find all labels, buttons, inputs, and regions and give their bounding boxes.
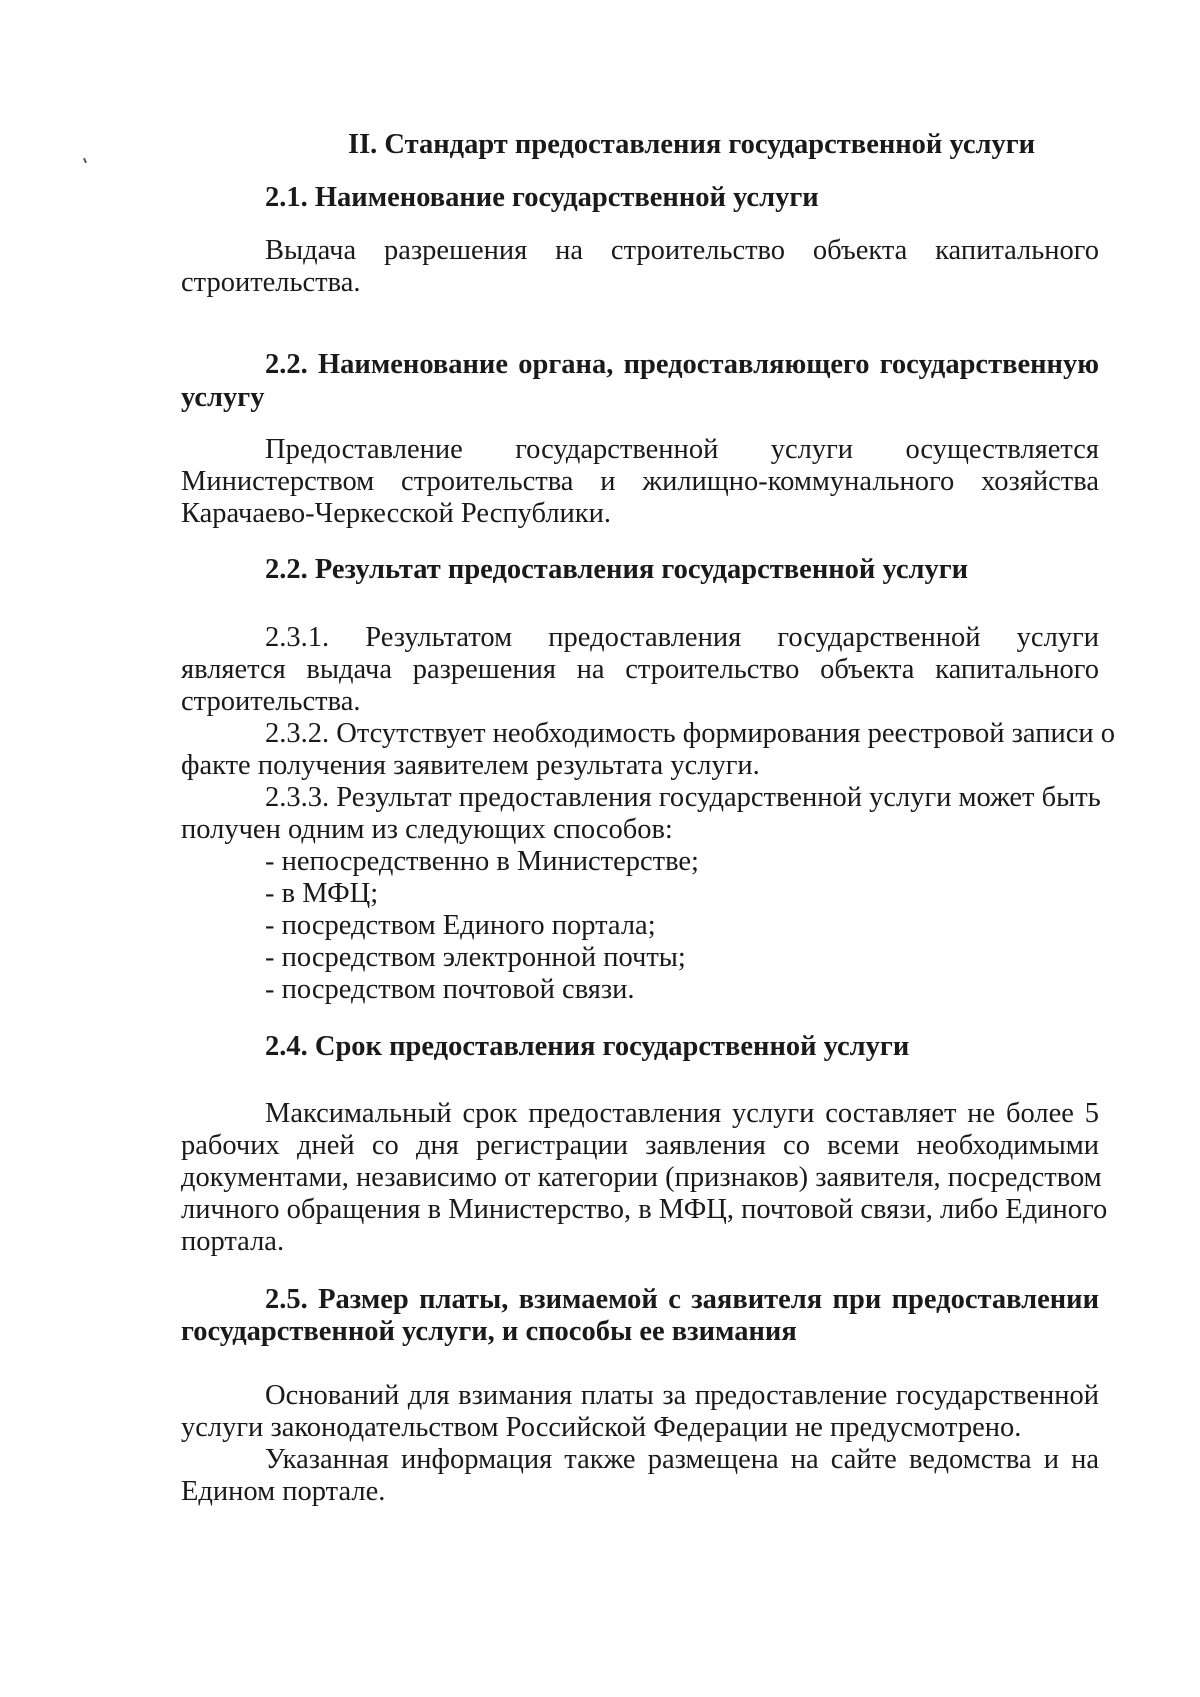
- paragraph-line: портала.: [181, 1226, 285, 1257]
- list-item: - в МФЦ;: [265, 878, 379, 909]
- paragraph-line: Максимальный срок предоставления услуги составляет не более 5: [265, 1098, 1099, 1129]
- heading-2-5: 2.5. Размер платы, взимаемой с заявителя при предоставлении: [265, 1284, 1099, 1315]
- section-title: II. Стандарт предоставления государственной услуги: [348, 129, 1036, 160]
- paragraph-line: Выдача разрешения на строительство объекта капитального: [265, 235, 1099, 266]
- paragraph-line: Карачаево-Черкесской Республики.: [181, 498, 612, 529]
- paragraph-line: Едином портале.: [181, 1476, 386, 1507]
- paragraph-line: Оснований для взимания платы за предоставление государственной: [265, 1380, 1099, 1411]
- paragraph-line: услуги законодательством Российской Федерации не предусмотрено.: [181, 1412, 1022, 1443]
- paragraph-line: является выдача разрешения на строительство объекта капитального: [181, 654, 1099, 685]
- paragraph-line: документами, независимо от категории (признаков) заявителя, посредством: [181, 1162, 1102, 1193]
- paragraph-line: строительства.: [181, 267, 361, 298]
- heading-2-5-cont: государственной услуги, и способы ее взимания: [181, 1316, 797, 1347]
- heading-2-2-organ: 2.2. Наименование органа, предоставляющего государственную: [265, 349, 1099, 380]
- heading-2-2-organ-cont: услугу: [181, 382, 265, 413]
- scan-speck: [83, 158, 87, 163]
- paragraph-line: рабочих дней со дня регистрации заявления со всеми необходимыми: [181, 1130, 1099, 1161]
- paragraph-line: личного обращения в Министерство, в МФЦ, почтовой связи, либо Единого: [181, 1194, 1108, 1225]
- list-item: - посредством электронной почты;: [265, 942, 686, 973]
- paragraph-line: 2.3.2. Отсутствует необходимость формирования реестровой записи о: [265, 718, 1115, 749]
- paragraph-line: строительства.: [181, 686, 361, 717]
- paragraph-line: Предоставление государственной услуги осуществляется: [265, 434, 1099, 465]
- heading-2-1: 2.1. Наименование государственной услуги: [265, 182, 819, 213]
- paragraph-line: 2.3.1. Результатом предоставления государственной услуги: [265, 622, 1099, 653]
- list-item: - непосредственно в Министерстве;: [265, 846, 699, 877]
- list-item: - посредством Единого портала;: [265, 910, 656, 941]
- paragraph-line: Министерством строительства и жилищно-коммунального хозяйства: [181, 466, 1099, 497]
- paragraph-line: 2.3.3. Результат предоставления государственной услуги может быть: [265, 782, 1101, 813]
- heading-2-4: 2.4. Срок предоставления государственной услуги: [265, 1031, 910, 1062]
- list-item: - посредством почтовой связи.: [265, 974, 635, 1005]
- paragraph-line: получен одним из следующих способов:: [181, 814, 673, 845]
- paragraph-line: факте получения заявителем результата услуги.: [181, 750, 760, 781]
- paragraph-line: Указанная информация также размещена на сайте ведомства и на: [265, 1444, 1099, 1475]
- heading-2-2-result: 2.2. Результат предоставления государственной услуги: [265, 554, 969, 585]
